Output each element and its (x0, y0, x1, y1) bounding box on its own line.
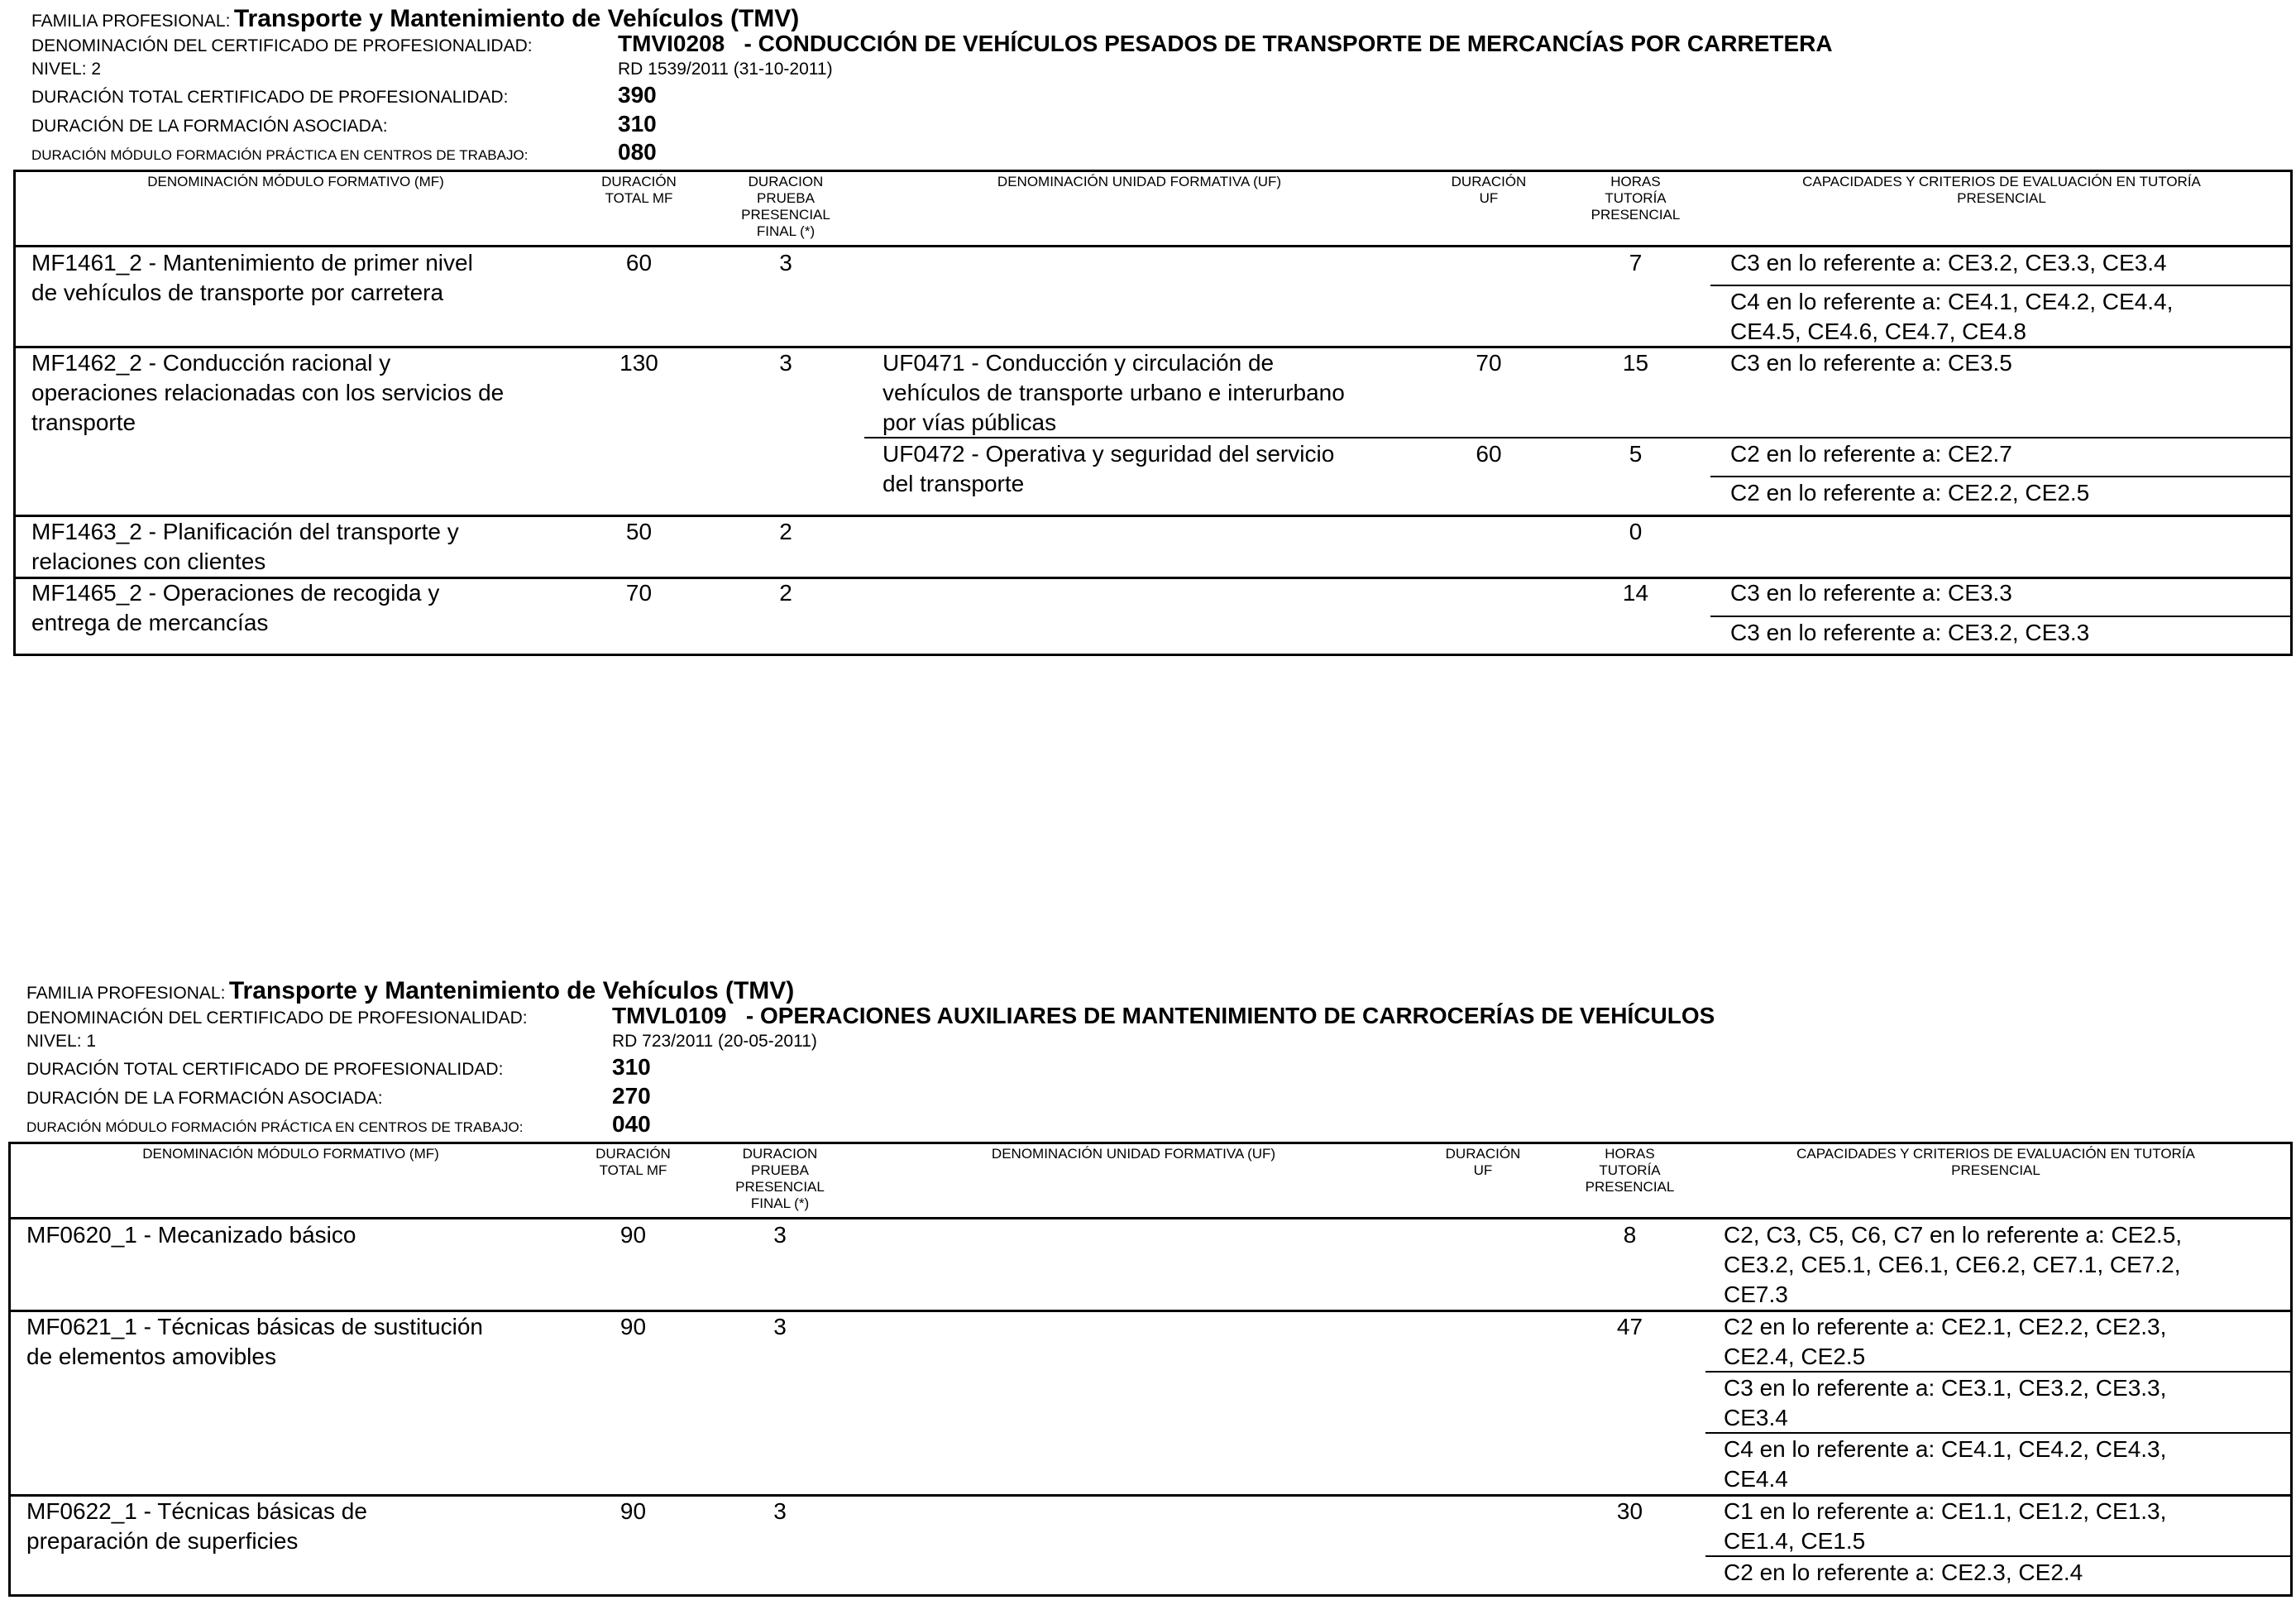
th-horas: HORAS TUTORÍA PRESENCIAL (1585, 1146, 1675, 1195)
r3-dur: 50 (625, 519, 653, 544)
r1-horas: 7 (1629, 250, 1643, 275)
nivel: NIVEL: 1 (26, 1032, 97, 1051)
r2-horas: 47 (1616, 1314, 1643, 1339)
dur-prac-label: DURACIÓN MÓDULO FORMACIÓN PRÁCTICA EN CENTROS DE TRABAJO: (26, 1119, 524, 1135)
rd: RD 723/2011 (20-05-2011) (612, 1032, 817, 1051)
r2-dur: 130 (619, 350, 658, 376)
r4-cap-divider (1710, 616, 2293, 617)
r3-horas: 0 (1629, 519, 1643, 544)
cert-title-line (618, 31, 1833, 57)
r1-mf: MF0620_1 - Mecanizado básico (26, 1222, 356, 1248)
r1-cap1: C3 en lo referente a: CE3.2, CE3.3, CE3.4 (1730, 250, 2167, 275)
rd: RD 1539/2011 (31-10-2011) (618, 60, 833, 79)
familia-line (26, 977, 794, 1005)
r3-cap1: C1 en lo referente a: CE1.1, CE1.2, CE1.3, CE1.4, CE1.5 (1724, 1498, 2167, 1554)
r4-dur: 70 (625, 580, 653, 606)
r2-cap3: C4 en lo referente a: CE4.1, CE4.2, CE4.3, CE4.4 (1724, 1436, 2167, 1492)
r4-cap1: C3 en lo referente a: CE3.3 (1730, 580, 2012, 606)
r3-cap2: C2 en lo referente a: CE2.3, CE2.4 (1724, 1559, 2083, 1585)
th-dur-mf: DURACIÓN TOTAL MF (596, 1146, 671, 1178)
dur-total-value: 310 (612, 1054, 651, 1080)
r2-cap-divider (1710, 476, 2293, 477)
familia-value: Transporte y Mantenimiento de Vehículos (TMV) (233, 5, 800, 32)
dur-prac-value: 040 (612, 1111, 651, 1137)
r2-uf2-cap2: C2 en lo referente a: CE2.2, CE2.5 (1730, 480, 2090, 505)
r1-cap: C2, C3, C5, C6, C7 en lo referente a: CE2.5, CE3.2, CE5.1, CE6.1, CE6.2, CE7.1, CE7.2, CE7.3 (1724, 1222, 2183, 1307)
th-cap: CAPACIDADES Y CRITERIOS DE EVALUACIÓN EN TUTORÍA PRESENCIAL (1802, 174, 2201, 206)
th-cap: CAPACIDADES Y CRITERIOS DE EVALUACIÓN EN TUTORÍA PRESENCIAL (1796, 1146, 2195, 1178)
r3-mf: MF0622_1 - Técnicas básicas de preparación de superficies (26, 1498, 367, 1554)
nivel: NIVEL: 2 (31, 60, 102, 79)
r1-cap-divider (1710, 285, 2293, 286)
r2-uf1-dur: 70 (1476, 350, 1502, 376)
header-divider (13, 245, 2293, 247)
dur-total-label: DURACIÓN TOTAL CERTIFICADO DE PROFESIONALIDAD: (26, 1060, 504, 1079)
th-mf: DENOMINACIÓN MÓDULO FORMATIVO (MF) (142, 1146, 439, 1162)
familia-label: FAMILIA PROFESIONAL: (31, 12, 231, 31)
r4-prueba: 2 (779, 580, 792, 606)
th-uf: DENOMINACIÓN UNIDAD FORMATIVA (UF) (997, 174, 1282, 189)
r2-cap1: C2 en lo referente a: CE2.1, CE2.2, CE2.3, CE2.4, CE2.5 (1724, 1314, 2167, 1369)
dur-form-label: DURACIÓN DE LA FORMACIÓN ASOCIADA: (31, 117, 388, 136)
r1-mf: MF1461_2 - Mantenimiento de primer nivel de vehículos de transporte por carretera (31, 250, 473, 305)
cert-code: TMVL0109 (612, 1003, 727, 1028)
th-dur-mf: DURACIÓN TOTAL MF (601, 174, 677, 206)
r2-cap-divider (1705, 1432, 2293, 1434)
familia-label: FAMILIA PROFESIONAL: (26, 984, 226, 1003)
dur-form-value: 270 (612, 1083, 651, 1109)
r3-cap-divider (1705, 1555, 2293, 1557)
cert-title-line (612, 1003, 1715, 1029)
r4-mf: MF1465_2 - Operaciones de recogida y entrega de mercancías (31, 580, 440, 635)
r3-prueba: 3 (773, 1498, 787, 1524)
uf-divider (864, 437, 2293, 438)
header-divider (8, 1217, 2293, 1219)
r2-uf1-cap: C3 en lo referente a: CE3.5 (1730, 350, 2012, 376)
th-horas: HORAS TUTORÍA PRESENCIAL (1590, 174, 1681, 223)
r1-cap2: C4 en lo referente a: CE4.1, CE4.2, CE4.4, CE4.5, CE4.6, CE4.7, CE4.8 (1730, 289, 2174, 344)
r2-mf: MF0621_1 - Técnicas básicas de sustitución de elementos amovibles (26, 1314, 483, 1369)
th-prueba: DURACION PRUEBA PRESENCIAL FINAL (*) (741, 174, 830, 239)
r1-horas: 8 (1623, 1222, 1637, 1248)
r1-dur: 90 (619, 1222, 647, 1248)
r3-dur: 90 (619, 1498, 647, 1524)
familia-line (31, 5, 799, 33)
denom-label: DENOMINACIÓN DEL CERTIFICADO DE PROFESIONALIDAD: (26, 1009, 528, 1028)
r2-uf2-horas: 5 (1629, 441, 1643, 467)
familia-value: Transporte y Mantenimiento de Vehículos (TMV) (228, 977, 795, 1004)
r2-dur: 90 (619, 1314, 647, 1339)
r3-prueba: 2 (779, 519, 792, 544)
cert-title: - CONDUCCIÓN DE VEHÍCULOS PESADOS DE TRANSPORTE DE MERCANCÍAS POR CARRETERA (744, 31, 1833, 56)
r3-horas: 30 (1616, 1498, 1643, 1524)
r1-dur: 60 (625, 250, 653, 275)
r4-cap2: C3 en lo referente a: CE3.2, CE3.3 (1730, 620, 2090, 645)
th-dur-uf: DURACIÓN UF (1451, 174, 1527, 206)
th-mf: DENOMINACIÓN MÓDULO FORMATIVO (MF) (147, 174, 444, 189)
r2-uf1-horas: 15 (1622, 350, 1649, 376)
r2-cap2: C3 en lo referente a: CE3.1, CE3.2, CE3.3, CE3.4 (1724, 1375, 2167, 1430)
cert-title: - OPERACIONES AUXILIARES DE MANTENIMIENTO DE CARROCERÍAS DE VEHÍCULOS (745, 1003, 1715, 1028)
r2-mf: MF1462_2 - Conducción racional y operaciones relacionadas con los servicios de transporte (31, 350, 505, 435)
r4-horas: 14 (1622, 580, 1649, 606)
dur-prac-label: DURACIÓN MÓDULO FORMACIÓN PRÁCTICA EN CENTROS DE TRABAJO: (31, 147, 529, 163)
r2-prueba: 3 (779, 350, 792, 376)
r1-prueba: 3 (779, 250, 792, 275)
dur-prac-value: 080 (618, 139, 657, 165)
dur-total-value: 390 (618, 82, 657, 108)
th-dur-uf: DURACIÓN UF (1445, 1146, 1521, 1178)
r2-cap-divider (1705, 1371, 2293, 1373)
r2-prueba: 3 (773, 1314, 787, 1339)
dur-form-value: 310 (618, 111, 657, 137)
denom-label: DENOMINACIÓN DEL CERTIFICADO DE PROFESIONALIDAD: (31, 36, 533, 55)
r3-mf: MF1463_2 - Planificación del transporte y relaciones con clientes (31, 519, 459, 574)
th-prueba: DURACION PRUEBA PRESENCIAL FINAL (*) (735, 1146, 825, 1211)
r1-prueba: 3 (773, 1222, 787, 1248)
r2-uf2-cap1: C2 en lo referente a: CE2.7 (1730, 441, 2012, 467)
cert-code: TMVI0208 (618, 31, 725, 56)
dur-form-label: DURACIÓN DE LA FORMACIÓN ASOCIADA: (26, 1089, 383, 1108)
r2-uf1: UF0471 - Conducción y circulación de vehículos de transporte urbano e interurbano por vías públicas (883, 350, 1345, 435)
r2-uf2-dur: 60 (1476, 441, 1502, 467)
r2-uf2: UF0472 - Operativa y seguridad del servicio del transporte (883, 441, 1335, 496)
dur-total-label: DURACIÓN TOTAL CERTIFICADO DE PROFESIONALIDAD: (31, 88, 509, 107)
th-uf: DENOMINACIÓN UNIDAD FORMATIVA (UF) (991, 1146, 1276, 1162)
